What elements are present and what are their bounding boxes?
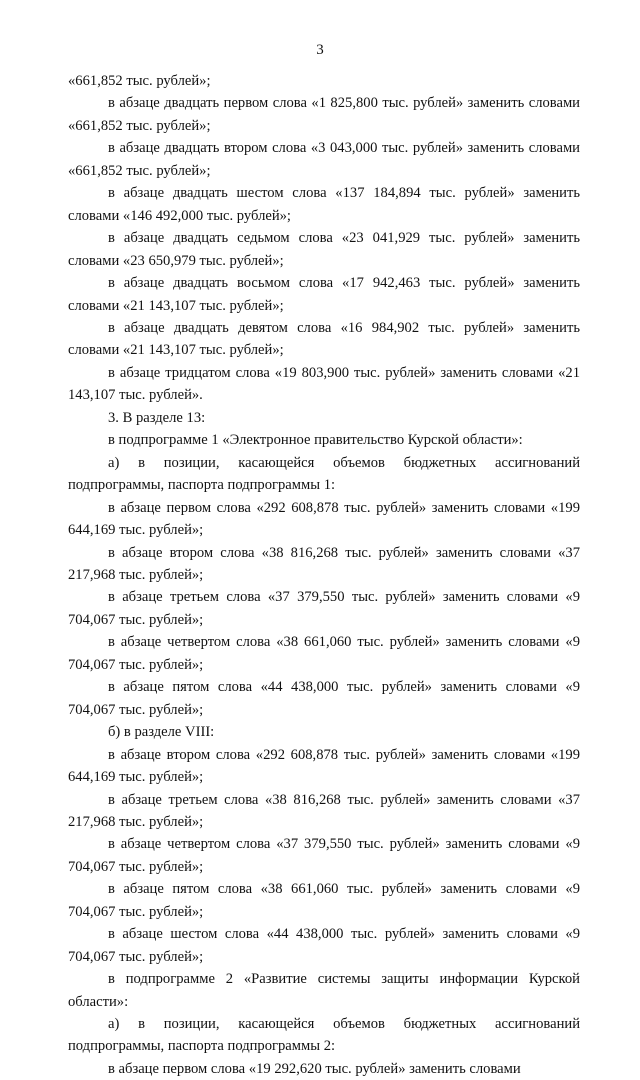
paragraph: в абзаце двадцать втором слова «3 043,000 тыс. рублей» заменить словами «661,852 тыс. рублей»; (68, 140, 580, 179)
paragraph: в абзаце тридцатом слова «19 803,900 тыс. рублей» заменить словами «21 143,107 тыс. рублей». (68, 364, 580, 404)
paragraph: в абзаце двадцать девятом слова «16 984,902 тыс. рублей» заменить словами «21 143,107 тыс. рублей»; (68, 319, 580, 359)
paragraph: в абзаце третьем слова «38 816,268 тыс. рублей» заменить словами «37 217,968 тыс. рублей»; (68, 791, 580, 830)
paragraph: в подпрограмме 1 «Электронное правительство Курской области»: (108, 432, 523, 449)
paragraph: в абзаце четвертом слова «37 379,550 тыс. рублей» заменить словами «9 704,067 тыс. рублей»; (68, 836, 580, 875)
paragraph: в абзаце пятом слова «38 661,060 тыс. рублей» заменить словами «9 704,067 тыс. рублей»; (68, 881, 580, 920)
paragraph: в абзаце пятом слова «44 438,000 тыс. рублей» заменить словами «9 704,067 тыс. рублей»; (68, 679, 580, 718)
paragraph: а) в позиции, касающейся объемов бюджетных ассигнований подпрограммы, паспорта подпрограммы 2: (68, 1016, 580, 1055)
paragraph: «661,852 тыс. рублей»; (68, 73, 211, 89)
paragraph: в абзаце втором слова «292 608,878 тыс. рублей» заменить словами «199 644,169 тыс. рублей»; (68, 746, 580, 786)
paragraph: в абзаце шестом слова «44 438,000 тыс. рублей» заменить словами «9 704,067 тыс. рублей»; (68, 926, 580, 965)
paragraph: в абзаце втором слова «38 816,268 тыс. рублей» заменить словами «37 217,968 тыс. рублей»; (68, 544, 580, 583)
paragraph: в абзаце двадцать шестом слова «137 184,894 тыс. рублей» заменить словами «146 492,000 тыс. рублей»; (68, 185, 580, 224)
paragraph: в абзаце третьем слова «37 379,550 тыс. рублей» заменить словами «9 704,067 тыс. рублей»; (68, 589, 580, 628)
paragraph: а) в позиции, касающейся объемов бюджетных ассигнований подпрограммы, паспорта подпрограммы 1: (68, 454, 580, 494)
paragraph: в абзаце двадцать первом слова «1 825,800 тыс. рублей» заменить словами «661,852 тыс. рублей»; (68, 95, 580, 134)
paragraph: в абзаце первом слова «292 608,878 тыс. рублей» заменить словами «199 644,169 тыс. рублей»; (68, 499, 580, 539)
page-number: 3 (316, 42, 324, 58)
paragraph: 3. В разделе 13: (108, 409, 206, 426)
document-body (68, 70, 580, 1080)
paragraph: б) в разделе VIII: (108, 724, 215, 741)
paragraph: в абзаце двадцать седьмом слова «23 041,929 тыс. рублей» заменить словами «23 650,979 тыс. рублей»; (68, 230, 580, 269)
paragraph: в абзаце двадцать восьмом слова «17 942,463 тыс. рублей» заменить словами «21 143,107 тыс. рублей»; (68, 275, 580, 314)
paragraph: в абзаце первом слова «19 292,620 тыс. рублей» заменить словами (108, 1060, 521, 1077)
paragraph: в подпрограмме 2 «Развитие системы защиты информации Курской области»: (68, 971, 580, 1010)
paragraph: в абзаце четвертом слова «38 661,060 тыс. рублей» заменить словами «9 704,067 тыс. рублей»; (68, 634, 580, 673)
